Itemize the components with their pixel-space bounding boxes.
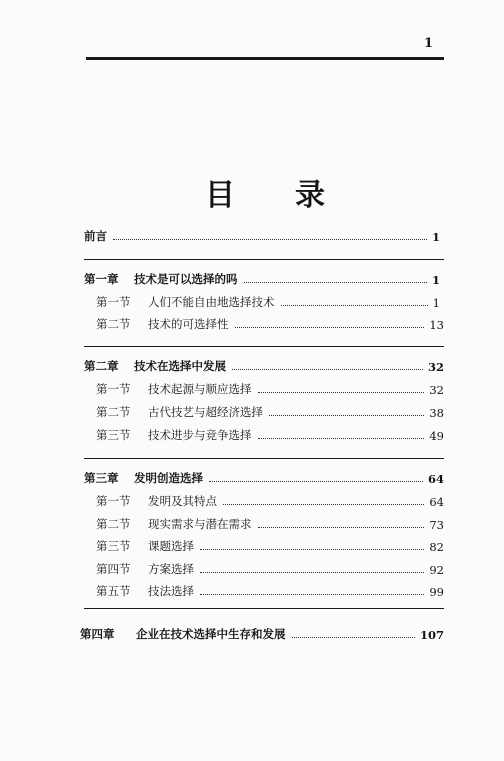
divider-2 — [84, 346, 444, 347]
toc-page: 38 — [429, 406, 444, 420]
dot-leader — [258, 392, 425, 393]
toc-entry-chapter-3[interactable] — [84, 468, 444, 486]
toc-page: 49 — [429, 429, 444, 443]
section-number: 第二节 — [96, 405, 131, 419]
toc-page: 92 — [429, 563, 444, 577]
toc-label: 人们不能自由地选择技术 — [148, 295, 275, 309]
dot-leader — [244, 282, 427, 283]
toc-entry-section[interactable] — [96, 402, 444, 420]
toc-entry-section[interactable] — [96, 379, 444, 397]
dot-leader — [209, 481, 423, 482]
toc-entry-preface[interactable] — [84, 226, 440, 244]
dot-leader — [113, 239, 427, 240]
toc-page: 64 — [429, 495, 444, 509]
page-number: 1 — [424, 36, 434, 51]
dot-leader — [235, 327, 425, 328]
dot-leader — [258, 438, 425, 439]
section-number: 第一节 — [96, 494, 131, 508]
dot-leader — [200, 549, 424, 550]
toc-page: 73 — [429, 518, 444, 532]
toc-label: 企业在技术选择中生存和发展 — [136, 627, 286, 641]
toc-entry-chapter-4[interactable] — [80, 624, 444, 642]
dot-leader — [258, 527, 425, 528]
toc-label: 技术在选择中发展 — [134, 359, 226, 373]
chapter-number: 第三章 — [84, 471, 119, 485]
toc-label: 技术是可以选择的吗 — [134, 272, 238, 286]
header-rule — [86, 57, 444, 60]
toc-page: 1 — [432, 296, 440, 310]
toc-label: 发明及其特点 — [148, 494, 217, 508]
toc-page: 1 — [431, 230, 440, 244]
section-number: 第一节 — [96, 382, 131, 396]
section-number: 第二节 — [96, 317, 131, 331]
toc-page: 32 — [427, 360, 444, 374]
dot-leader — [200, 594, 424, 595]
section-number: 第五节 — [96, 584, 131, 598]
toc-entry-section[interactable] — [96, 581, 444, 599]
section-number: 第三节 — [96, 539, 131, 553]
divider-3 — [84, 458, 444, 459]
divider-4 — [84, 608, 444, 609]
toc-page: 13 — [429, 318, 444, 332]
toc-label: 前言 — [84, 229, 107, 243]
toc-label: 技法选择 — [148, 584, 194, 598]
toc-page: 1 — [431, 273, 440, 287]
toc-label: 方案选择 — [148, 562, 194, 576]
dot-leader — [200, 572, 424, 573]
toc-label: 技术起源与顺应选择 — [148, 382, 252, 396]
dot-leader — [292, 637, 415, 638]
dot-leader — [232, 369, 423, 370]
toc-entry-section[interactable] — [96, 559, 444, 577]
toc-page: 107 — [419, 628, 444, 642]
toc-entry-chapter-2[interactable] — [84, 356, 444, 374]
toc-entry-section[interactable] — [96, 292, 440, 310]
toc-entry-chapter-1[interactable] — [84, 269, 440, 287]
divider-1 — [84, 259, 444, 260]
toc-entry-section[interactable] — [96, 491, 444, 509]
toc-label: 技术的可选择性 — [148, 317, 229, 331]
toc-label: 课题选择 — [148, 539, 194, 553]
toc-page: 99 — [429, 585, 444, 599]
toc-entry-section[interactable] — [96, 514, 444, 532]
toc-page: 82 — [429, 540, 444, 554]
toc-entry-section[interactable] — [96, 536, 444, 554]
chapter-number: 第二章 — [84, 359, 119, 373]
toc-label: 现实需求与潜在需求 — [148, 517, 252, 531]
dot-leader — [223, 504, 424, 505]
dot-leader — [269, 415, 424, 416]
dot-leader — [281, 305, 428, 306]
section-number: 第四节 — [96, 562, 131, 576]
toc-label: 古代技艺与超经济选择 — [148, 405, 263, 419]
section-number: 第二节 — [96, 517, 131, 531]
page-title: 目 录 — [205, 178, 325, 213]
chapter-number: 第四章 — [80, 627, 115, 641]
toc-entry-section[interactable] — [96, 314, 444, 332]
chapter-number: 第一章 — [84, 272, 119, 286]
toc-page: 64 — [427, 472, 444, 486]
section-number: 第一节 — [96, 295, 131, 309]
toc-page: 32 — [429, 383, 444, 397]
toc-entry-section[interactable] — [96, 425, 444, 443]
toc-label: 技术进步与竞争选择 — [148, 428, 252, 442]
section-number: 第三节 — [96, 428, 131, 442]
toc-label: 发明创造选择 — [134, 471, 203, 485]
